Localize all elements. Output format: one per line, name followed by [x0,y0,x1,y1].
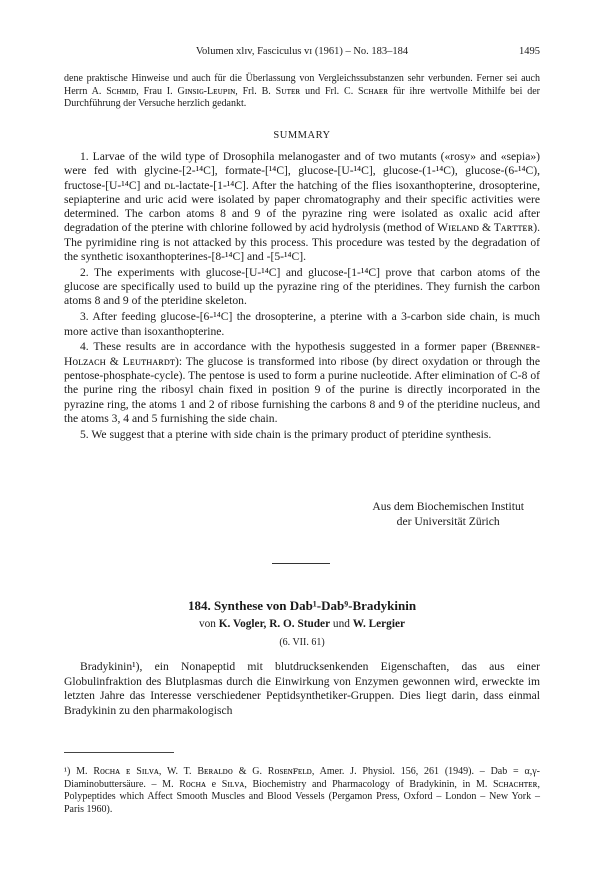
summary-heading: SUMMARY [273,130,331,141]
article-body-paragraph: Bradykinin¹), ein Nonapeptid mit blutdrucksenkenden Eigenschaften, das aus einer Globulinfraktion des Blutplasmas durch die Einwirkung von Enzymen gewonnen wird, erweckte im letzten Jahre das Interesse verschiedener Peptidsynthetiker-Gruppen. Dies liegt darin, dass einmal Bradykinin zu den pharmakologisch [64,660,540,717]
summary-item-1: 1. Larvae of the wild type of Drosophila melanogaster and of two mutants («rosy» and «sepia») were fed with glycine-[2-¹⁴C], formate-[¹⁴C], glucose-[U-¹⁴C], glucose-(1-¹⁴C), glucose-(6-¹⁴C), fructose-[U-¹⁴C] and ᴅʟ-lactate-[1-¹⁴C]. After the hatching of the flies isoxanthopterine, drosopterine, sepiapterine and uric acid were isolated by paper chromatography and their specific activities were determined. The carbon atoms 8 and 9 of the pyrazine ring were isolated as oxalic acid after degradation of the pterine with chlorine followed by acid hydrolysis (method of Wɪᴇʟᴀɴᴅ & Tᴀʀᴛᴛᴇʀ). The pyrimidine ring is not attacked by this process. This procedure was tested by the degradation of the synthetic isoxanthopterines-[8-¹⁴C] and -[5-¹⁴C]. [64,150,540,264]
footnote-rule [64,752,174,753]
page-number: 1495 [519,46,540,57]
authors-prefix: von [198,618,216,630]
institution-line-2: der Universität Zürich [396,514,500,528]
summary-section [64,150,540,443]
author-3: W. Lergier [352,618,405,630]
acknowledgement-paragraph: dene praktische Hinweise und auch für die Überlassung von Vergleichssubstanzen sehr verbunden. Ferner sei auch Herrn A. Sᴄʜᴍɪᴅ, Frau I. Gɪɴsɪɢ-Lᴇᴜᴘɪɴ, Frl. B. Sᴜᴛᴇʀ und Frl. C. Sᴄʜᴀᴇʀ für ihre wertvolle Mithilfe bei der Durchführung der Versuche herzlich gedankt. [64,73,540,110]
institution-line-1: Aus dem Biochemischen Institut [372,500,524,513]
summary-item-4: 4. These results are in accordance with the hypothesis suggested in a former paper (Bʀᴇɴɴᴇʀ-Hᴏʟᴢᴀᴄʜ & Lᴇᴜᴛʜᴀʀᴅᴛ): The glucose is transformed into ribose (by direct oxydation or through the pentose-phosphate-cycle). The pentose is used to form a purine nucleotide. After elimination of C-8 of the purine ring the ribosyl chain fixed in position 9 of the purine is directly incorporated in the pyrazine ring, the atoms 1 and 2 of ribose furnishing the carbons 8 and 9 of the pteridine nucleus, and the atoms 3, 4 and 5 furnishing the side chain. [64,340,540,425]
running-header [64,46,540,60]
summary-item-3: 3. After feeding glucose-[6-¹⁴C] the drosopterine, a pterine with a 3-carbon side chain, is much more active than isoxanthopterine. [64,310,540,338]
author-2: R. O. Studer [269,618,331,630]
section-divider [272,563,330,564]
footnote-1: ¹) M. Rᴏᴄʜᴀ ᴇ Sɪʟᴠᴀ, W. T. Bᴇʀᴀʟᴅᴏ & G. Rᴏsᴇɴꜰᴇʟᴅ, Amer. J. Physiol. 156, 261 (1949). – Dab = α,γ-Diaminobuttersäure. – M. Rᴏᴄʜᴀ e Sɪʟᴠᴀ, Biochemistry and Pharmacology of Bradykinin, in M. Sᴄʜᴀᴄʜᴛᴇʀ, Polypeptides which Affect Smooth Muscles and Blood Vessels (Pergamon Press, Oxford – London – New York – Paris 1960). [64,766,540,815]
author-1: K. Vogler, [218,618,267,630]
summary-item-5: 5. We suggest that a pterine with side chain is the primary product of pteridine synthesis. [80,427,492,441]
article-date: (6. VII. 61) [279,637,325,648]
institution-affiliation [372,500,524,529]
running-title: Volumen xlɪv, Fasciculus vɪ (1961) – No. 183–184 [195,46,409,57]
summary-item-2: 2. The experiments with glucose-[U-¹⁴C] and glucose-[1-¹⁴C] prove that carbon atoms of the glucose are specifically used to build up the pyrazine ring of the pteridines. They furnish the carbon atoms 8 and 9 of the pteridine skeleton. [64,265,540,308]
article-authors [64,618,540,630]
article-title: 184. Synthese von Dab¹-Dab⁹-Bradykinin [187,598,417,613]
authors-and: und [332,618,350,630]
